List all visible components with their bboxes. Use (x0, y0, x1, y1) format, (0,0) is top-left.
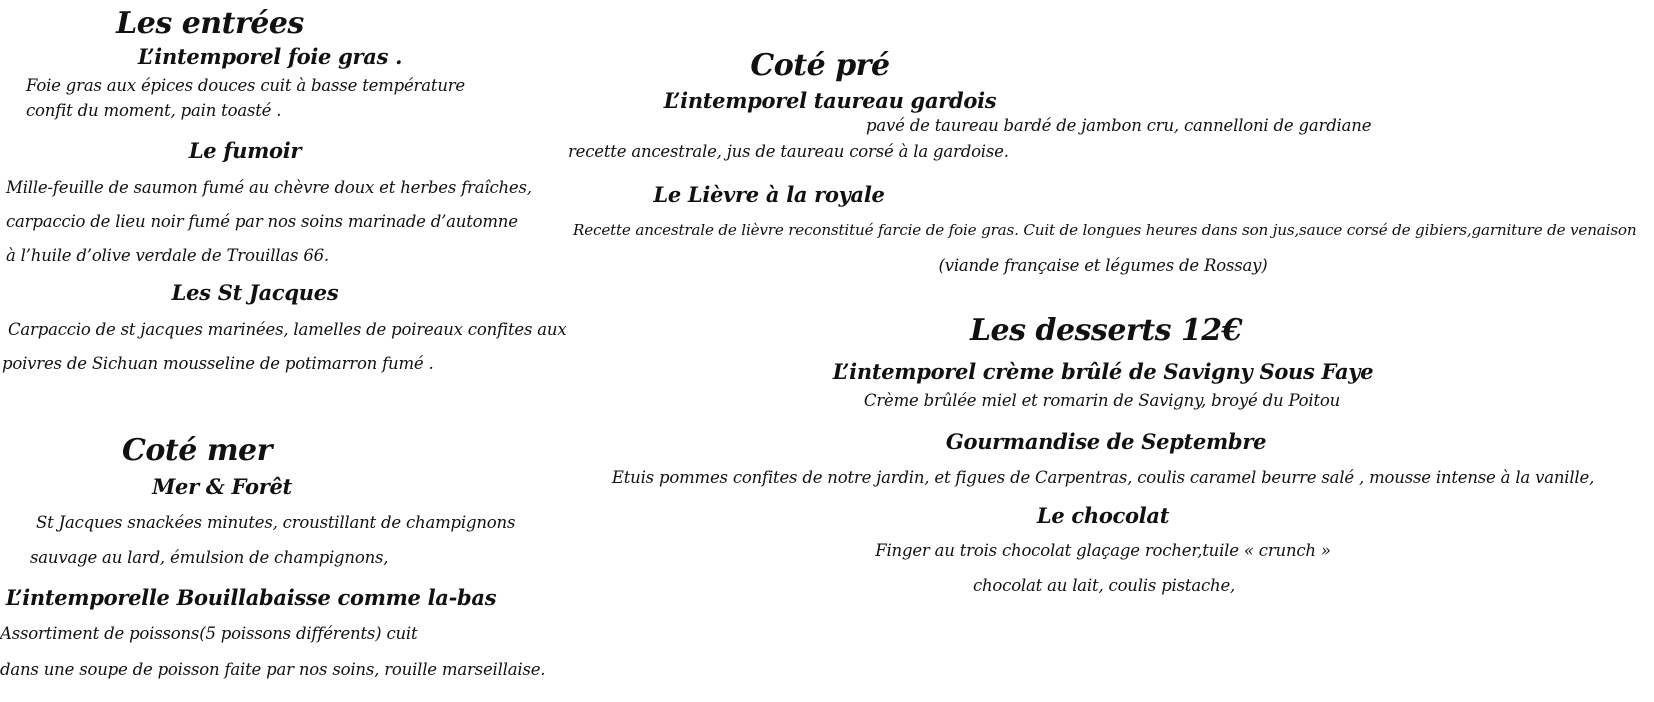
dish-desc-bouillabaisse-1: Assortiment de poissons(5 poissons différents) cuit (0, 624, 418, 643)
dish-desc-lievre-2: (viande française et légumes de Rossay) (938, 256, 1268, 275)
dish-title-st-jacques: Les St Jacques (171, 280, 339, 305)
dish-desc-mer-foret-2: sauvage au lard, émulsion de champignons, (30, 548, 389, 567)
dish-title-foie-gras: L’intemporel foie gras . (137, 44, 403, 69)
dish-desc-taureau-1: pavé de taureau bardé de jambon cru, cannelloni de gardiane (866, 116, 1372, 135)
dish-title-mer-foret: Mer & Forêt (152, 474, 292, 499)
dish-title-taureau: L’intemporel taureau gardois (663, 88, 997, 113)
dish-title-lievre: Le Lièvre à la royale (653, 182, 885, 207)
dish-desc-fumoir-3: à l’huile d’olive verdale de Trouillas 66. (6, 246, 329, 265)
section-title-cote-mer: Coté mer (122, 433, 272, 468)
dish-desc-fumoir-1: Mille-feuille de saumon fumé au chèvre doux et herbes fraîches, (6, 178, 532, 197)
dish-desc-st-jacques-2: poivres de Sichuan mousseline de potimarron fumé . (2, 354, 434, 373)
dish-desc-taureau-2: recette ancestrale, jus de taureau corsé à la gardoise. (568, 142, 1009, 161)
dessert-desc-creme-brulee: Crème brûlée miel et romarin de Savigny, broyé du Poitou (863, 391, 1341, 410)
dish-desc-foie-gras-1: Foie gras aux épices douces cuit à basse température (26, 76, 465, 95)
dish-desc-bouillabaisse-2: dans une soupe de poisson faite par nos soins, rouille marseillaise. (0, 660, 546, 679)
dish-desc-fumoir-2: carpaccio de lieu noir fumé par nos soins marinade d’automne (6, 212, 518, 231)
section-title-cote-pre: Coté pré (750, 48, 890, 83)
dish-title-bouillabaisse: L’intemporelle Bouillabaisse comme la-bas (5, 585, 497, 610)
dessert-title-creme-brulee: L’intemporel crème brûlé de Savigny Sous Faye (832, 359, 1374, 384)
dessert-title-gourmandise: Gourmandise de Septembre (945, 429, 1267, 454)
dish-desc-lievre-1: Recette ancestrale de lièvre reconstitué farcie de foie gras. Cuit de longues heures dans son jus,sauce corsé de gibiers,garniture de venaison (573, 221, 1637, 239)
dessert-title-chocolat: Le chocolat (1036, 503, 1170, 528)
dish-title-fumoir: Le fumoir (188, 138, 302, 163)
section-title-desserts: Les desserts 12€ (969, 313, 1243, 348)
dessert-desc-chocolat-1: Finger au trois chocolat glaçage rocher,tuile « crunch » (875, 541, 1331, 560)
dessert-desc-gourmandise: Etuis pommes confites de notre jardin, et figues de Carpentras, coulis caramel beurre salé , mousse intense à la vanille, (611, 468, 1595, 487)
dish-desc-mer-foret-1: St Jacques snackées minutes, croustillant de champignons (36, 513, 516, 532)
dish-desc-st-jacques-1: Carpaccio de st jacques marinées, lamelles de poireaux confites aux (8, 320, 567, 339)
dish-desc-foie-gras-2: confit du moment, pain toasté . (26, 101, 282, 120)
section-title-entrees: Les entrées (116, 6, 304, 41)
dessert-desc-chocolat-2: chocolat au lait, coulis pistache, (972, 576, 1236, 595)
